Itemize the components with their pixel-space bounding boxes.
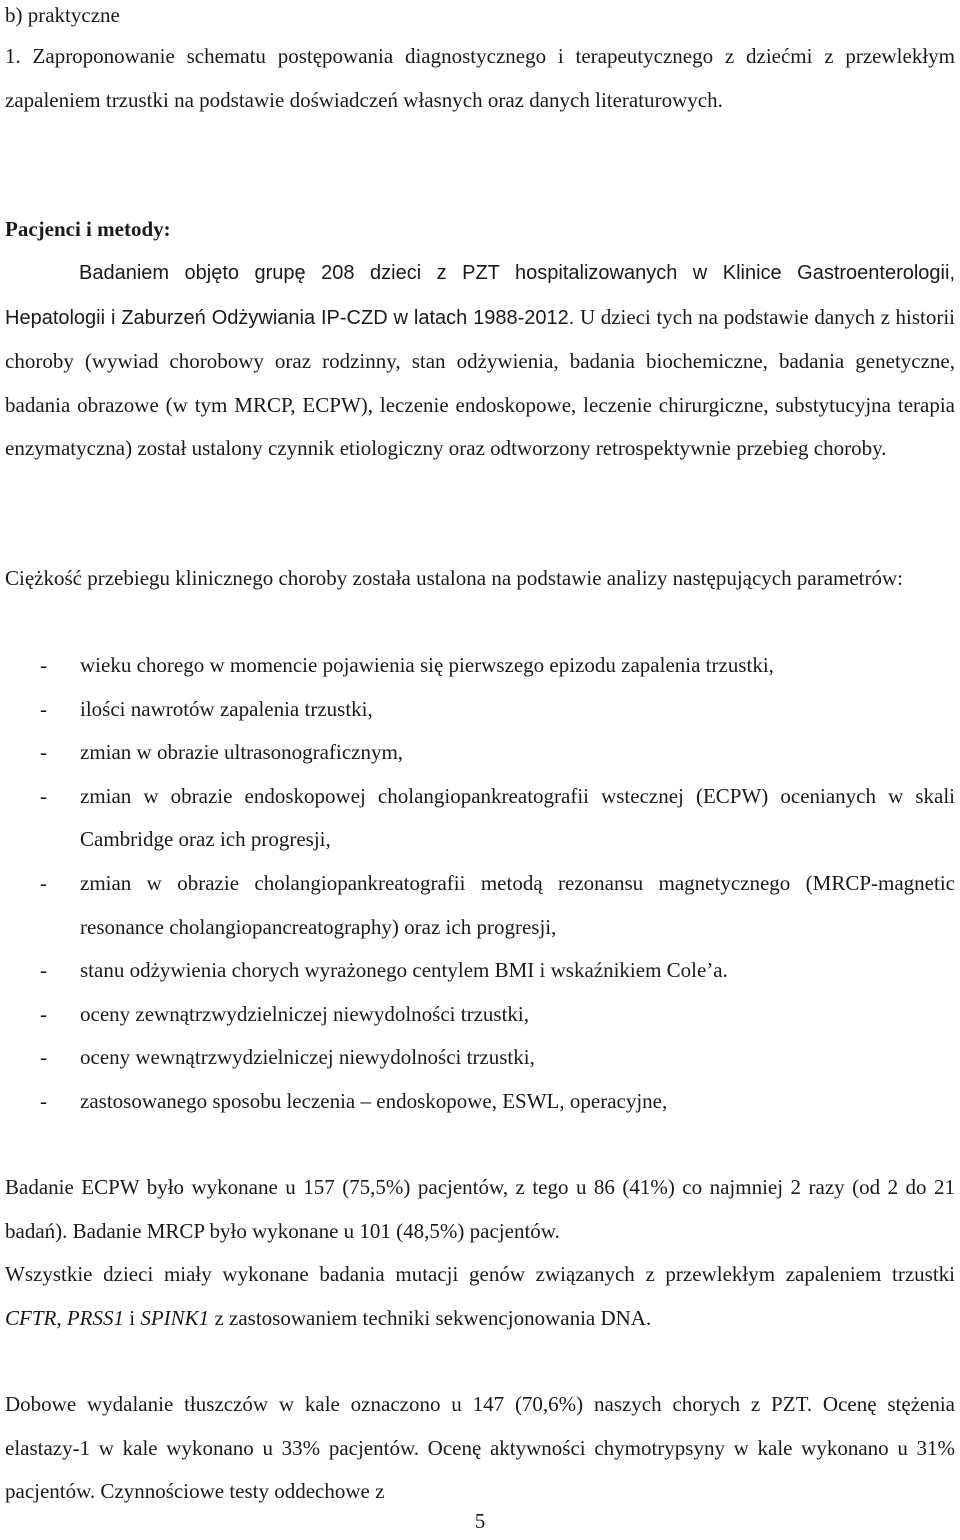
ecpw-paragraph: Badanie ECPW było wykonane u 157 (75,5%) pacjentów, z tego u 86 (41%) co najmniej 2 razy (od 2 do 21 badań). Badanie MRCP było wykonane u 101 (48,5%) pacjentów. — [5, 1175, 955, 1243]
methods-body-serif: U dzieci tych na podstawie danych z historii choroby (wywiad chorobowy oraz rodzinny, stan odżywienia, badania biochemiczne, badania genetyczne, badania obrazowe (w tym MRCP, ECPW), leczenie endoskopowe, leczenie chirurgiczne, substytucyjna terapia enzymatyczna) został ustalony czynnik etiologiczny oraz odtworzony retrospektywnie przebieg choroby. — [5, 304, 955, 461]
parameter-list — [40, 644, 955, 1124]
section-heading: b) praktyczne — [5, 3, 120, 27]
genes-and: i — [124, 1305, 141, 1330]
list-dash: - — [40, 696, 47, 721]
methods-paragraph — [5, 251, 955, 471]
list-dash: - — [40, 1088, 47, 1113]
list-dash: - — [40, 783, 47, 808]
list-item — [40, 644, 955, 688]
list-item-text: zmian w obrazie endoskopowej cholangiopankreatografii wstecznej (ECPW) ocenianych w skali Cambridge oraz ich progresji, — [80, 783, 955, 852]
list-dash: - — [40, 958, 47, 983]
list-item-text: stanu odżywienia chorych wyrażonego centylem BMI i wskaźnikiem Cole’a. — [80, 958, 728, 983]
list-item-text: ilości nawrotów zapalenia trzustki, — [80, 696, 373, 721]
methods-body-sans: Badaniem objęto grupę 208 dzieci z PZT hospitalizowanych w Klinice Gastroenterologii, Hepatologii i Zaburzeń Odżywiania IP-CZD w latach 1988-2012. — [5, 262, 955, 329]
list-item — [40, 1036, 955, 1080]
list-item — [40, 688, 955, 732]
list-dash: - — [40, 740, 47, 765]
severity-intro: Ciężkość przebiegu klinicznego choroby została ustalona na podstawie analizy następujących parametrów: — [5, 566, 903, 590]
genes-text-before: Wszystkie dzieci miały wykonane badania mutacji genów związanych z przewlekłym zapaleniem trzustki — [5, 1262, 955, 1286]
list-item — [40, 949, 955, 993]
list-item-text: oceny wewnątrzwydzielniczej niewydolności trzustki, — [80, 1045, 535, 1070]
genes-paragraph — [5, 1253, 955, 1340]
list-dash: - — [40, 1001, 47, 1026]
list-item-text: wieku chorego w momencie pojawienia się pierwszego epizodu zapalenia trzustki, — [80, 653, 774, 677]
methods-heading: Pacjenci i metody: — [5, 217, 171, 241]
gene-names-1: CFTR, PRSS1 — [5, 1305, 124, 1330]
list-item — [40, 731, 955, 775]
list-item-text: zastosowanego sposobu leczenia – endoskopowe, ESWL, operacyjne, — [80, 1088, 668, 1113]
genes-text-after: z zastosowaniem techniki sekwencjonowania DNA. — [209, 1305, 652, 1330]
list-item — [40, 775, 955, 862]
list-dash: - — [40, 653, 47, 677]
objective-paragraph: 1. Zaproponowanie schematu postępowania diagnostycznego i terapeutycznego z dziećmi z przewlekłym zapaleniem trzustki na podstawie doświadczeń własnych oraz danych literaturowych. — [5, 44, 955, 112]
list-item-text: zmian w obrazie ultrasonograficznym, — [80, 740, 404, 765]
list-item-text: oceny zewnątrzwydzielniczej niewydolności trzustki, — [80, 1001, 529, 1026]
list-item — [40, 862, 955, 949]
fat-paragraph: Dobowe wydalanie tłuszczów w kale oznaczono u 147 (70,6%) naszych chorych z PZT. Ocenę stężenia elastazy-1 w kale wykonano u 33% pacjentów. Ocenę aktywności chymotrypsyny w kale wykonano u 31% pacjentów. Czynnościowe testy oddechowe z — [5, 1392, 955, 1504]
list-item — [40, 993, 955, 1037]
gene-name-2: SPINK1 — [140, 1305, 210, 1330]
list-item-text: zmian w obrazie cholangiopankreatografii metodą rezonansu magnetycznego (MRCP-magnetic resonance cholangiopancreatography) oraz ich progresji, — [80, 870, 955, 939]
list-item — [40, 1080, 955, 1124]
page-number: 5 — [474, 1509, 486, 1533]
list-dash: - — [40, 870, 47, 895]
list-dash: - — [40, 1045, 47, 1070]
